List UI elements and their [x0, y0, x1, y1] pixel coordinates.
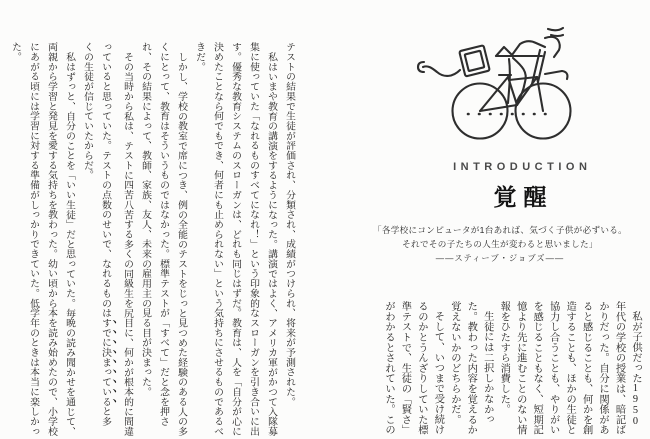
- paragraph-segment: その当時から私は、テストに四苦八苦する多くの同級生を尻目に、何かが根本的に間違っていると思っていた。テストの点数のせいで、なれるものは: [100, 42, 133, 436]
- paragraph: [495, 301, 643, 437]
- handlebar-line: [545, 71, 562, 74]
- rider-head: [545, 37, 560, 57]
- frame-line: [480, 77, 508, 111]
- epigraph-quote: [355, 223, 645, 251]
- paragraph-segment: と多くの生徒が信じていたからだ。: [82, 42, 111, 427]
- paragraph: しかし、学校の教室で席につき、例の全能のテストをじっと見つめた経験のある人の多くにとって、教育はそういうものではなかった。標準テストが「すべて」だと念を押され、その結果によって、教師、家族、友人、未来の雇用主の見る目が決まった。: [140, 42, 187, 436]
- year-digits: 1950: [630, 383, 641, 428]
- paragraph-segment: 私が子供だった: [630, 311, 641, 384]
- paragraph: 私はずっと、自分のことを「いい生徒」だと思っていた。毎晩の読み聞かせを通じて、両親から学習と発見を愛する気持ちを教わった。幼い頃から本を読み始めたので、小学校にあがる頃には学習に対する準備がしっかりできていた。低学年のときは本当に楽しかった。: [10, 42, 75, 436]
- left-page-text: [6, 42, 298, 436]
- paragraph-segment: 年代の学校の授業は、暗記ばかりだった。自分に関係があると感じることも、何かを創造することも、ほかの生徒と協力し合うことも、やりがいを感じることもなく、短期記憶より先に進むことのない情報をひたすら消費した。: [498, 301, 625, 435]
- book-icon: [459, 45, 490, 76]
- paragraph: 私はいまや教育の講演をするようになった。講演ではよく、アメリカ軍がかつて入隊募集に使っていた「なれるものすべてになれ！」という印象的なスローガンを引き合いに出す。優秀な教育システムのスローガンは、どれも同じはずだ。教育は、人を「自分が心に決めたことなら何でもでき、何者にも止められない」という気持ちにさせるものであるべきだ。: [194, 42, 277, 436]
- paragraph: テストの結果で生徒が評価され、分類され、成績がつけられ、将来が予測された。: [284, 42, 295, 407]
- right-page: [325, 0, 650, 439]
- cyclist-bicycle-illustration-icon: [412, 14, 582, 150]
- quote-line-1: 「各学校にコンピュータが1台あれば、気づく子供が必ずいる。: [372, 225, 628, 235]
- chapter-title: 覚醒: [493, 184, 554, 210]
- quote-line-2: それでその子たちの人生が変わると思いました」: [402, 239, 598, 249]
- section-label: INTRODUCTION: [453, 161, 592, 173]
- emphasized-text: すでに決まっている: [100, 317, 111, 407]
- right-page-text: [377, 301, 643, 437]
- paragraph: そして、いつまで受け続けるのかとうんざりしていた標準テストで、生徒の「賢さ」がわかるとされていた。この: [382, 301, 444, 435]
- cap-streak: [548, 28, 563, 30]
- paragraph: 生徒には二択しかなかった。教わった内容を覚えるか覚えないかのどちらかだ。: [448, 301, 493, 435]
- handlebar-curl: [562, 71, 567, 79]
- frame-line: [517, 77, 537, 105]
- rider-back-outline: [496, 41, 545, 56]
- paragraph-with-emphasis: [78, 42, 136, 436]
- motion-swoosh: [423, 66, 460, 76]
- cap-streak: [551, 35, 563, 36]
- quote-attribution: ――スティーブ・ジョブズ――: [435, 253, 565, 263]
